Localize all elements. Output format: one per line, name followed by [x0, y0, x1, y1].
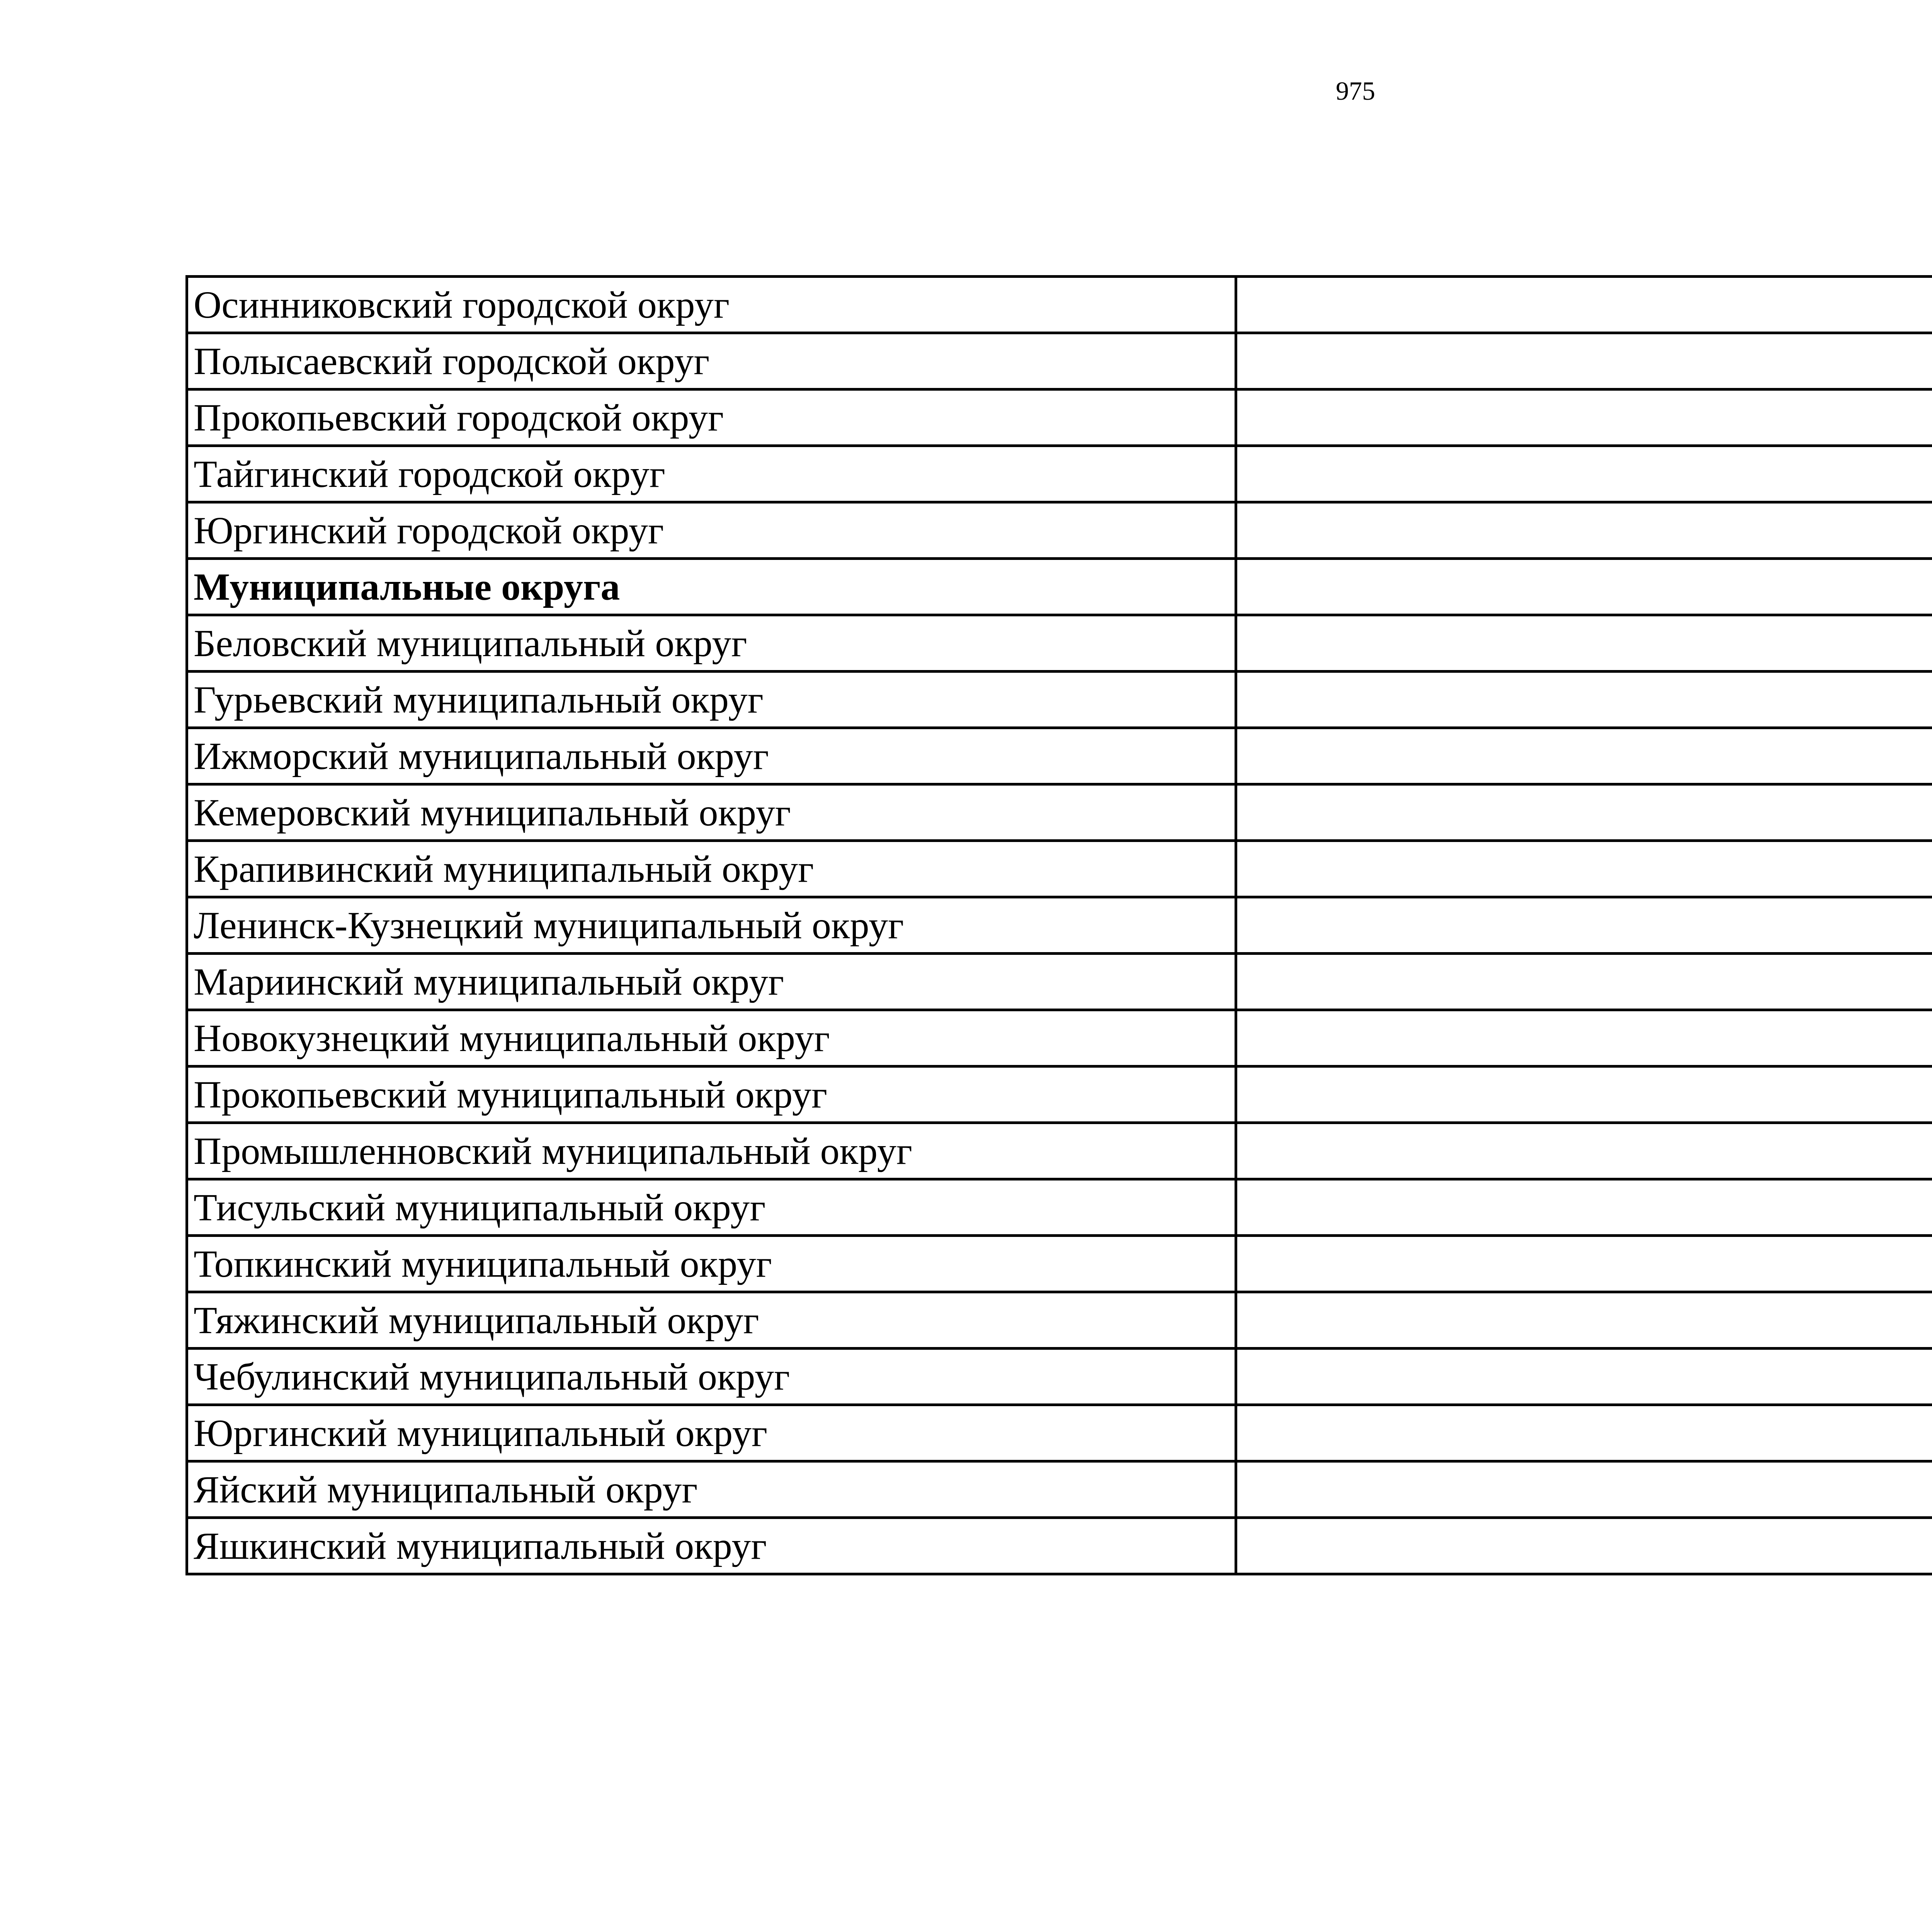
page-number: 975: [1336, 76, 1375, 105]
row-value-cell: [1236, 1236, 1932, 1292]
row-value-cell: [1236, 1405, 1932, 1461]
row-name-cell: Тяжинский муниципальный округ: [187, 1292, 1236, 1349]
table-row: [187, 1010, 1932, 1067]
table-row: [187, 1405, 1932, 1461]
table-row: [187, 446, 1932, 502]
row-name-cell: Яйский муниципальный округ: [187, 1461, 1236, 1518]
row-value-cell: [1236, 446, 1932, 502]
row-name-cell: Чебулинский муниципальный округ: [187, 1349, 1236, 1405]
row-value-cell: [1236, 1010, 1932, 1067]
row-name-cell: Яшкинский муниципальный округ: [187, 1518, 1236, 1574]
row-value-cell: [1236, 390, 1932, 446]
table-row: [187, 615, 1932, 672]
row-name-cell: Юргинский городской округ: [187, 502, 1236, 559]
table-row: [187, 897, 1932, 954]
table-row: [187, 559, 1932, 615]
row-value-cell: [1236, 1179, 1932, 1236]
row-value-cell: [1236, 954, 1932, 1010]
table-row: [187, 954, 1932, 1010]
table-row: [187, 1179, 1932, 1236]
row-value-cell: [1236, 1292, 1932, 1349]
table-row: [187, 1518, 1932, 1574]
row-name-cell: Крапивинский муниципальный округ: [187, 841, 1236, 897]
table-row: [187, 784, 1932, 841]
row-value-cell: [1236, 728, 1932, 784]
row-name-cell: Осинниковский городской округ: [187, 277, 1236, 333]
table-row: [187, 841, 1932, 897]
row-name-cell: Тайгинский городской округ: [187, 446, 1236, 502]
table-row: [187, 390, 1932, 446]
row-value-cell: [1236, 1123, 1932, 1179]
row-value-cell: [1236, 1349, 1932, 1405]
row-value-cell: [1236, 502, 1932, 559]
row-name-cell: Полысаевский городской округ: [187, 333, 1236, 390]
row-name-cell: Промышленновский муниципальный округ: [187, 1123, 1236, 1179]
table-row: [187, 1461, 1932, 1518]
row-value-cell: [1236, 672, 1932, 728]
table-row: [187, 672, 1932, 728]
row-name-cell: Ленинск-Кузнецкий муниципальный округ: [187, 897, 1236, 954]
row-name-cell: Мариинский муниципальный округ: [187, 954, 1236, 1010]
row-name-cell: Кемеровский муниципальный округ: [187, 784, 1236, 841]
row-value-cell: [1236, 559, 1932, 615]
row-name-cell: Юргинский муниципальный округ: [187, 1405, 1236, 1461]
row-value-cell: [1236, 1518, 1932, 1574]
row-value-cell: [1236, 784, 1932, 841]
table-row: [187, 1123, 1932, 1179]
table-row: [187, 502, 1932, 559]
table-row: [187, 728, 1932, 784]
row-name-cell: Беловский муниципальный округ: [187, 615, 1236, 672]
row-value-cell: [1236, 1067, 1932, 1123]
row-name-cell: Тисульский муниципальный округ: [187, 1179, 1236, 1236]
row-value-cell: [1236, 333, 1932, 390]
row-name-cell: Топкинский муниципальный округ: [187, 1236, 1236, 1292]
row-name-cell: Муниципальные округа: [187, 559, 1236, 615]
row-name-cell: Гурьевский муниципальный округ: [187, 672, 1236, 728]
row-value-cell: [1236, 1461, 1932, 1518]
table-row: [187, 1349, 1932, 1405]
row-value-cell: [1236, 615, 1932, 672]
table-row: [187, 1236, 1932, 1292]
table-row: [187, 333, 1932, 390]
table-row: [187, 277, 1932, 333]
row-name-cell: Ижморский муниципальный округ: [187, 728, 1236, 784]
row-value-cell: [1236, 277, 1932, 333]
row-name-cell: Прокопьевский городской округ: [187, 390, 1236, 446]
row-value-cell: [1236, 841, 1932, 897]
row-name-cell: Новокузнецкий муниципальный округ: [187, 1010, 1236, 1067]
data-table: [185, 275, 1932, 1575]
table-row: [187, 1067, 1932, 1123]
table-body: [187, 277, 1932, 1574]
table-row: [187, 1292, 1932, 1349]
row-value-cell: [1236, 897, 1932, 954]
row-name-cell: Прокопьевский муниципальный округ: [187, 1067, 1236, 1123]
